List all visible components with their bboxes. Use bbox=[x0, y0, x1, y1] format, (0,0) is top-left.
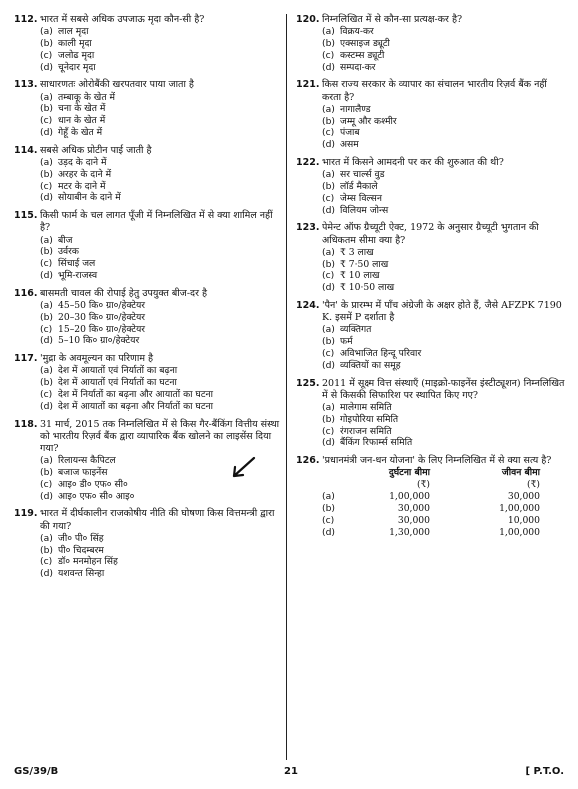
answer-option bbox=[40, 258, 282, 270]
option-label: (d) bbox=[40, 126, 54, 138]
option-label: (c) bbox=[40, 556, 53, 568]
option-text: आइ० एफ० सी० आइ० bbox=[58, 490, 135, 502]
option-label: (a) bbox=[322, 401, 335, 413]
q126-table bbox=[322, 467, 568, 539]
question-text: भारत में सबसे अधिक उपजाऊ मृदा कौन-सी है? bbox=[40, 14, 205, 25]
option-label: (c) bbox=[322, 127, 335, 139]
option-label: (c) bbox=[322, 270, 335, 282]
option-text: सिंचाई जल bbox=[58, 258, 96, 270]
answer-option bbox=[322, 50, 568, 62]
answer-option bbox=[322, 116, 568, 128]
option-label: (b) bbox=[322, 258, 336, 270]
option-text: जम्मू और कश्मीर bbox=[340, 115, 397, 127]
answer-option bbox=[40, 377, 282, 389]
option-label: (c) bbox=[322, 347, 335, 359]
question-number: 124. bbox=[296, 299, 320, 311]
option-label: (a) bbox=[322, 169, 335, 181]
option-text: जेम्स विल्सन bbox=[340, 192, 382, 204]
answer-option bbox=[322, 259, 568, 271]
option-text: मटर के दाने में bbox=[58, 180, 106, 192]
answer-option bbox=[40, 157, 282, 169]
option-label: (c) bbox=[322, 192, 335, 204]
answer-option bbox=[322, 270, 568, 282]
option-label: (a) bbox=[40, 91, 53, 103]
question-stem bbox=[14, 145, 282, 157]
table-cell: 10,000 bbox=[507, 515, 540, 527]
option-label: (b) bbox=[40, 103, 54, 115]
option-label: (a) bbox=[40, 234, 53, 246]
question-stem bbox=[296, 378, 568, 402]
option-label: (c) bbox=[40, 115, 53, 127]
option-label: (d) bbox=[40, 568, 54, 580]
question-stem bbox=[14, 79, 282, 91]
left-column bbox=[14, 14, 282, 586]
answer-option bbox=[322, 26, 568, 38]
answer-option bbox=[322, 437, 568, 449]
option-text: फर्म bbox=[340, 336, 353, 348]
option-label: (b) bbox=[40, 466, 54, 478]
question-stem bbox=[296, 79, 568, 103]
answer-option bbox=[322, 426, 568, 438]
option-text: विलियम जोन्स bbox=[340, 204, 389, 216]
option-text: देश में आयातों एवं निर्यातों का बढ़ना bbox=[58, 365, 178, 377]
option-label: (d) bbox=[40, 61, 54, 73]
option-label: (a) bbox=[322, 491, 335, 503]
answer-option bbox=[322, 193, 568, 205]
option-text: जी० पी० सिंह bbox=[58, 532, 104, 544]
pto-label: [ P.T.O. bbox=[525, 766, 564, 777]
option-label: (c) bbox=[40, 258, 53, 270]
option-label: (a) bbox=[40, 455, 53, 467]
answer-option bbox=[40, 38, 282, 50]
question-text: 31 मार्च, 2015 तक निम्नलिखित में से किस गैर-बैंकिंग वित्तीय संस्था को भारतीय रिज़र्व बैंक द्वारा व्यापारिक बैंक खोलने का लाइसेंस दिया गया? bbox=[40, 418, 280, 454]
question bbox=[14, 145, 282, 204]
answer-option bbox=[40, 324, 282, 336]
question bbox=[14, 79, 282, 138]
booklet-code: GS/39/B bbox=[14, 766, 59, 777]
option-label: (c) bbox=[322, 49, 335, 61]
question bbox=[296, 157, 568, 216]
question-number: 121. bbox=[296, 79, 320, 91]
answer-option bbox=[40, 50, 282, 62]
question-number: 119. bbox=[14, 508, 38, 520]
option-label: (a) bbox=[40, 26, 53, 38]
answer-option bbox=[322, 169, 568, 181]
answer-option bbox=[322, 247, 568, 259]
page-footer bbox=[14, 766, 564, 782]
option-text: सोयाबीन के दाने में bbox=[58, 192, 121, 204]
option-label: (b) bbox=[322, 503, 336, 515]
answer-option bbox=[40, 300, 282, 312]
option-text: सर चार्ल्स वुड bbox=[340, 169, 385, 181]
question-stem bbox=[14, 508, 282, 532]
table-cell: 30,000 bbox=[397, 515, 430, 527]
table-unit: (₹) bbox=[526, 479, 540, 491]
answer-option bbox=[40, 169, 282, 181]
question-text: 'प्रधानमंत्री जन-धन योजना' के लिए निम्नलिखित में से क्या सत्य है? bbox=[322, 455, 552, 467]
option-text: डॉ० मनमोहन सिंह bbox=[58, 556, 118, 568]
question-stem bbox=[14, 419, 282, 456]
option-label: (b) bbox=[40, 246, 54, 258]
question bbox=[14, 14, 282, 73]
question-number: 126. bbox=[296, 455, 320, 467]
question-text: किसी फार्म के चल लागत पूँजी में निम्नलिखित में से क्या शामिल नहीं है? bbox=[40, 210, 273, 234]
option-label: (d) bbox=[322, 359, 336, 371]
answer-option bbox=[40, 335, 282, 347]
column-divider bbox=[286, 14, 287, 760]
answer-option bbox=[322, 282, 568, 294]
answer-option bbox=[40, 479, 282, 491]
question-number: 125. bbox=[296, 377, 320, 389]
option-text: चना के खेत में bbox=[58, 103, 106, 115]
option-text: चूनेदार मृदा bbox=[58, 61, 96, 73]
answer-option bbox=[40, 92, 282, 104]
option-text: जलोढ मृदा bbox=[58, 49, 95, 61]
question-number: 113. bbox=[14, 79, 38, 91]
question-number: 122. bbox=[296, 156, 320, 168]
table-cell: 1,00,000 bbox=[389, 491, 430, 503]
option-label: (a) bbox=[322, 246, 335, 258]
answer-option bbox=[40, 556, 282, 568]
question-text: 2011 में सूक्ष्म वित्त संस्थाएँ (माइक्रो-फाइनेंस इंस्टीट्यूशन) निम्नलिखित में से किसकी सिफारिश पर स्थापित किए गए? bbox=[322, 377, 565, 401]
table-cell: 1,30,000 bbox=[389, 527, 430, 539]
table-cell: 1,00,000 bbox=[499, 503, 540, 515]
option-label: (d) bbox=[40, 490, 54, 502]
question-stem bbox=[296, 222, 568, 246]
answer-option bbox=[322, 181, 568, 193]
option-text: रंगराजन समिति bbox=[340, 425, 392, 437]
option-label: (a) bbox=[322, 103, 335, 115]
answer-option bbox=[40, 235, 282, 247]
table-cell: 30,000 bbox=[397, 503, 430, 515]
option-label: (b) bbox=[322, 38, 336, 49]
question-stem bbox=[14, 14, 282, 26]
answer-option bbox=[40, 568, 282, 580]
question bbox=[14, 210, 282, 282]
option-label: (d) bbox=[322, 204, 336, 216]
option-text: ₹ 10 लाख bbox=[340, 270, 380, 282]
option-text: बैंकिंग रिफार्म्स समिति bbox=[340, 437, 413, 449]
table-row bbox=[322, 527, 568, 539]
answer-option bbox=[322, 139, 568, 151]
question-text: निम्नलिखित में से कौन-सा प्रत्यक्ष-कर है? bbox=[322, 14, 463, 25]
option-text: एक्साइज ड्यूटी bbox=[340, 38, 390, 49]
option-text: 5–10 कि० ग्रा०/हेक्टेयर bbox=[58, 335, 140, 347]
answer-option bbox=[40, 389, 282, 401]
answer-option bbox=[40, 545, 282, 557]
option-text: 15–20 कि० ग्रा०/हेक्टेयर bbox=[58, 323, 146, 335]
option-label: (b) bbox=[322, 180, 336, 192]
option-label: (d) bbox=[322, 527, 336, 539]
answer-option bbox=[40, 533, 282, 545]
option-label: (d) bbox=[322, 282, 336, 294]
answer-option bbox=[40, 365, 282, 377]
question bbox=[296, 79, 568, 151]
table-header: दुर्घटना बीमा bbox=[388, 467, 430, 479]
question-stem bbox=[296, 300, 568, 324]
answer-option bbox=[40, 467, 282, 479]
option-text: यशवन्त सिन्हा bbox=[58, 568, 105, 580]
option-label: (d) bbox=[40, 269, 54, 281]
question-number: 116. bbox=[14, 287, 38, 299]
question bbox=[14, 353, 282, 412]
option-text: ₹ 10·50 लाख bbox=[340, 282, 395, 294]
option-label: (d) bbox=[322, 139, 336, 151]
option-label: (b) bbox=[40, 168, 54, 180]
option-label: (a) bbox=[40, 532, 53, 544]
option-label: (a) bbox=[40, 299, 53, 311]
option-label: (a) bbox=[40, 156, 53, 168]
question-stem bbox=[14, 288, 282, 300]
table-cell: 30,000 bbox=[507, 491, 540, 503]
question bbox=[14, 288, 282, 347]
question-text: भारत में किसने आमदनी पर कर की शुरुआत की थी? bbox=[322, 156, 504, 168]
option-text: तम्बाकू के खेत में bbox=[58, 91, 115, 103]
option-label: (c) bbox=[40, 49, 53, 61]
option-label: (b) bbox=[322, 336, 336, 348]
question-text: साधारणतः ओरोबैंकी खरपतवार पाया जाता है bbox=[40, 79, 194, 91]
question-text: 'मुद्रा के अवमूल्यन का परिणाम है bbox=[40, 353, 154, 365]
option-text: गेहूँ के खेत में bbox=[58, 126, 103, 138]
table-header: जीवन बीमा bbox=[501, 467, 540, 479]
table-row bbox=[322, 491, 568, 503]
question bbox=[296, 378, 568, 450]
answer-option bbox=[40, 491, 282, 503]
question bbox=[296, 14, 568, 73]
question-number: 115. bbox=[14, 210, 38, 222]
question-number: 123. bbox=[296, 222, 320, 234]
option-label: (b) bbox=[40, 38, 54, 49]
answer-option bbox=[40, 62, 282, 74]
option-text: देश में निर्यातों का बढ़ना और आयातों का घटना bbox=[58, 388, 213, 400]
answer-option bbox=[40, 455, 282, 467]
option-label: (a) bbox=[322, 324, 335, 336]
option-text: विक्रय-कर bbox=[340, 26, 374, 38]
question-number: 120. bbox=[296, 14, 320, 25]
page-number: 21 bbox=[284, 766, 298, 777]
table-unit: (₹) bbox=[416, 479, 430, 491]
option-label: (c) bbox=[40, 180, 53, 192]
option-text: असम bbox=[340, 139, 359, 151]
option-text: व्यक्तिगत bbox=[340, 324, 372, 336]
option-text: बीज bbox=[58, 234, 73, 246]
option-label: (d) bbox=[322, 61, 336, 73]
option-text: 20–30 कि० ग्रा०/हेक्टेयर bbox=[58, 311, 146, 323]
question-text: 'पैन' के प्रारम्भ में पाँच अंग्रेजी के अक्षर होते हैं, जैसे AFZPK 7190 K. इसमें P दर्शाता है bbox=[322, 299, 562, 324]
question-number: 118. bbox=[14, 418, 38, 430]
option-text: उड़द के दाने में bbox=[58, 156, 107, 168]
question-text: किस राज्य सरकार के व्यापार का संचालन भारतीय रिज़र्व बैंक नहीं करता है? bbox=[322, 79, 547, 103]
option-label: (b) bbox=[40, 544, 54, 556]
option-text: देश में आयातों एवं निर्यातों का घटना bbox=[58, 377, 177, 389]
answer-option bbox=[40, 115, 282, 127]
question-text: बासमती चावल की रोपाई हेतु उपयुक्त बीज-दर है bbox=[40, 287, 208, 299]
option-label: (d) bbox=[40, 192, 54, 204]
option-text: ₹ 3 लाख bbox=[340, 246, 374, 258]
answer-option bbox=[40, 127, 282, 139]
answer-option bbox=[322, 205, 568, 217]
option-text: बजाज फाइनेंस bbox=[58, 466, 108, 478]
table-row bbox=[322, 503, 568, 515]
option-label: (c) bbox=[322, 515, 335, 527]
question-stem bbox=[296, 14, 568, 26]
option-label: (c) bbox=[40, 388, 53, 400]
option-text: कस्टम्स ड्यूटी bbox=[340, 49, 385, 61]
answer-option bbox=[40, 103, 282, 115]
option-label: (c) bbox=[322, 425, 335, 437]
answer-option bbox=[322, 104, 568, 116]
question bbox=[14, 419, 282, 503]
answer-option bbox=[40, 312, 282, 324]
answer-option bbox=[40, 26, 282, 38]
option-text: अरहर के दाने में bbox=[58, 168, 112, 180]
option-label: (a) bbox=[322, 26, 335, 38]
option-label: (c) bbox=[40, 323, 53, 335]
option-label: (d) bbox=[322, 437, 336, 449]
answer-option bbox=[322, 127, 568, 139]
option-label: (b) bbox=[322, 413, 336, 425]
option-text: देश में आयातों का बढ़ना और निर्यातों का घटना bbox=[58, 400, 213, 412]
right-column bbox=[296, 14, 568, 545]
question-text: भारत में दीर्घकालीन राजकोषीय नीति की घोषणा किस वित्तमन्त्री द्वारा की गया? bbox=[40, 508, 275, 532]
answer-option bbox=[322, 324, 568, 336]
answer-option bbox=[322, 414, 568, 426]
question-number: 112. bbox=[14, 14, 38, 25]
answer-option bbox=[40, 270, 282, 282]
option-text: रिलायन्स कैपिटल bbox=[58, 455, 116, 467]
option-label: (b) bbox=[322, 115, 336, 127]
question-stem bbox=[296, 157, 568, 169]
question-stem bbox=[296, 455, 568, 467]
answer-option bbox=[40, 401, 282, 413]
option-text: आइ० डी० एफ० सी० bbox=[58, 478, 128, 490]
option-label: (d) bbox=[40, 335, 54, 347]
option-text: अविभाजित हिन्दू परिवार bbox=[340, 347, 422, 359]
question-text: सबसे अधिक प्रोटीन पाई जाती है bbox=[40, 144, 152, 156]
option-text: भूमि-राजस्व bbox=[58, 269, 98, 281]
option-text: लाल मृदा bbox=[58, 26, 89, 38]
question-number: 117. bbox=[14, 353, 38, 365]
option-text: गोइपोरिया समिति bbox=[340, 413, 399, 425]
option-text: नागालैण्ड bbox=[340, 103, 371, 115]
option-text: काली मृदा bbox=[58, 38, 92, 49]
table-cell: 1,00,000 bbox=[499, 527, 540, 539]
answer-option bbox=[322, 38, 568, 50]
option-text: 45–50 कि० ग्रा०/हेक्टेयर bbox=[58, 299, 146, 311]
question bbox=[14, 508, 282, 580]
question bbox=[296, 222, 568, 294]
option-text: मालेगाम समिति bbox=[340, 401, 392, 413]
option-text: लॉर्ड मैकाले bbox=[340, 180, 378, 192]
question bbox=[296, 300, 568, 372]
answer-option bbox=[40, 246, 282, 258]
option-label: (c) bbox=[40, 478, 53, 490]
option-text: धान के खेत में bbox=[58, 115, 106, 127]
option-label: (a) bbox=[40, 365, 53, 377]
answer-option bbox=[40, 192, 282, 204]
option-text: उर्वरक bbox=[58, 246, 79, 258]
table-row bbox=[322, 515, 568, 527]
answer-option bbox=[322, 402, 568, 414]
answer-option bbox=[322, 336, 568, 348]
answer-option bbox=[322, 360, 568, 372]
option-text: ₹ 7·50 लाख bbox=[340, 258, 389, 270]
option-text: पंजाब bbox=[340, 127, 360, 139]
option-text: पी० चिदम्बरम bbox=[58, 544, 104, 556]
question-number: 114. bbox=[14, 144, 38, 156]
option-text: व्यक्तियों का समूह bbox=[340, 359, 401, 371]
answer-option bbox=[322, 348, 568, 360]
answer-option bbox=[40, 181, 282, 193]
option-text: सम्पदा-कर bbox=[340, 61, 376, 73]
option-label: (d) bbox=[40, 400, 54, 412]
question bbox=[296, 455, 568, 539]
answer-option bbox=[322, 62, 568, 74]
option-label: (b) bbox=[40, 311, 54, 323]
option-label: (b) bbox=[40, 377, 54, 389]
question-text: पेमेन्ट ऑफ ग्रैच्यूटी ऐक्ट, 1972 के अनुसार ग्रैच्यूटी भुगतान की अधिकतम सीमा क्या है? bbox=[322, 222, 539, 246]
question-stem bbox=[14, 210, 282, 234]
question-stem bbox=[14, 353, 282, 365]
